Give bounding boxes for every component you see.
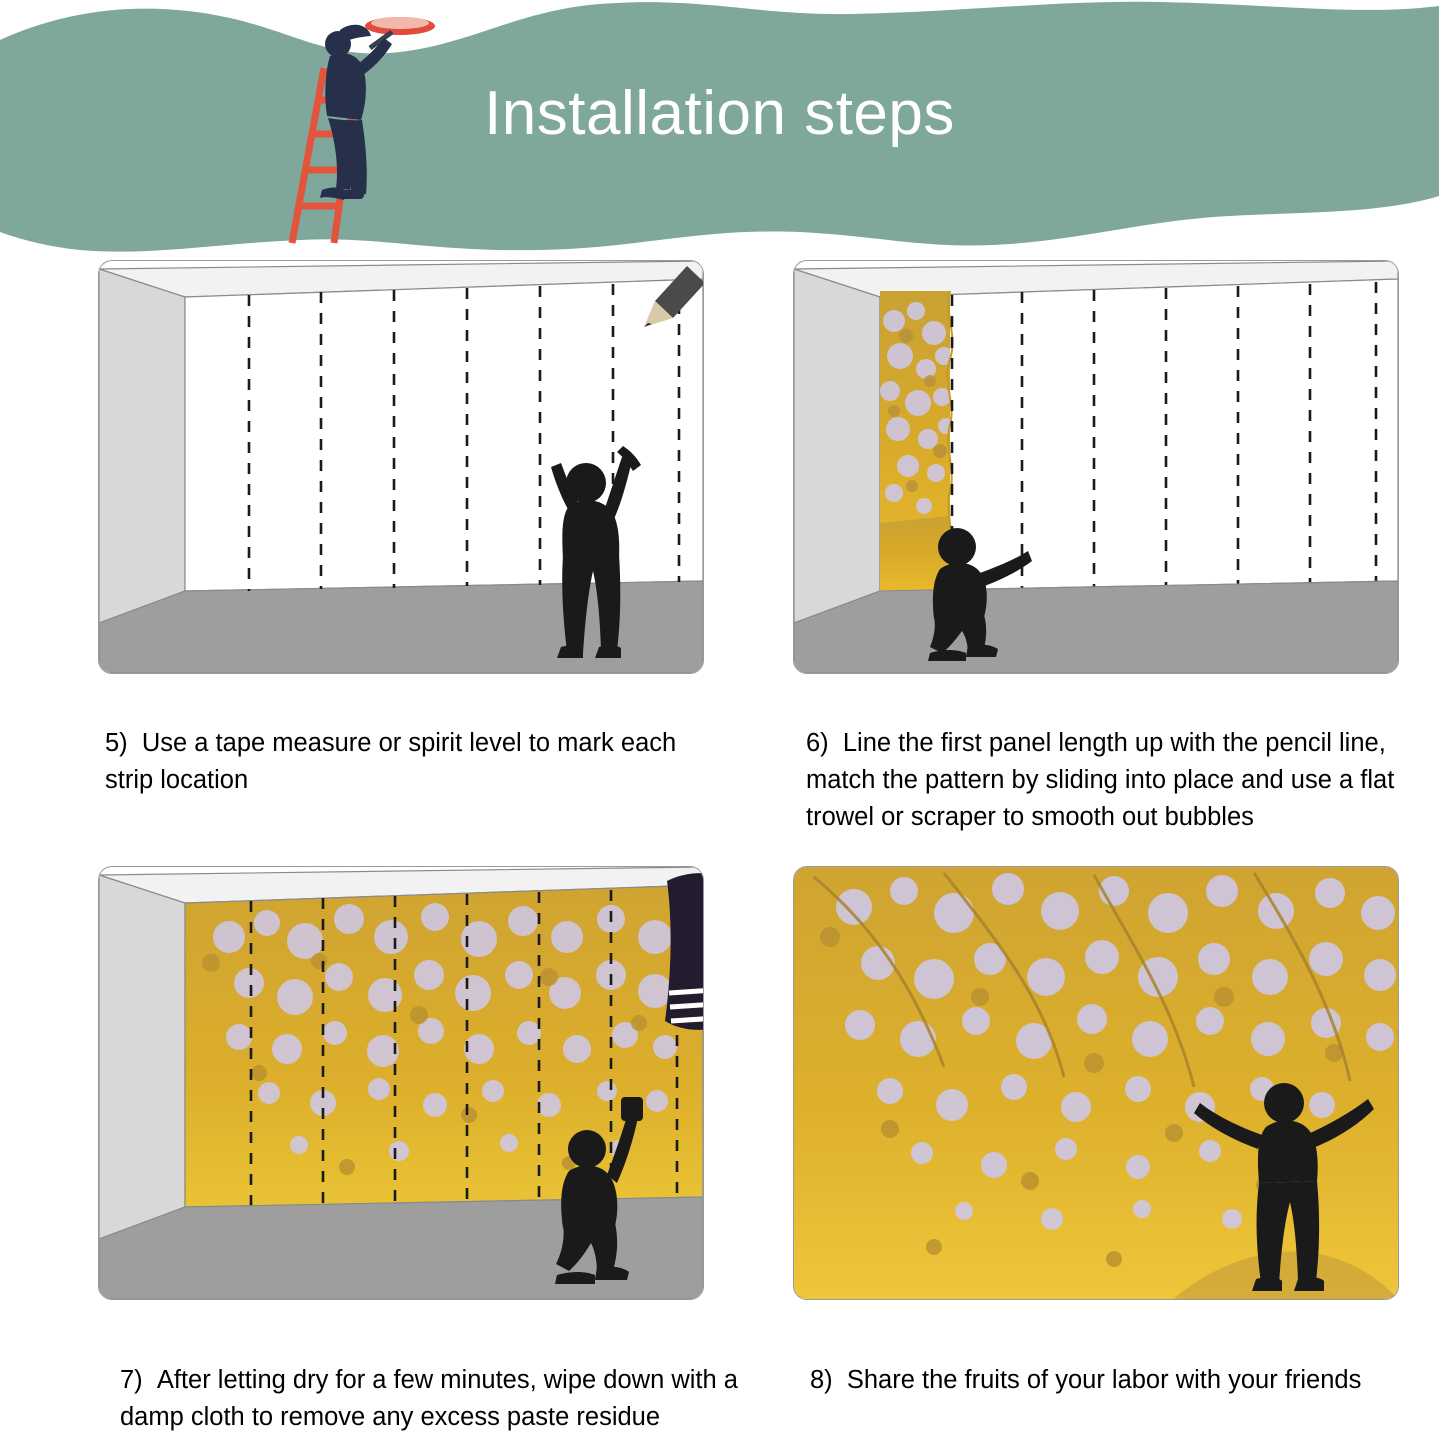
step-5-caption [105,725,725,799]
step-7-illustration [98,866,704,1300]
step-6-caption [806,725,1439,836]
page-header [0,0,1439,258]
step-7-number: 7) [120,1366,143,1394]
wipe-down-with-cloth-illustration [99,867,703,1299]
painter-on-ladder-icon [262,8,472,253]
finished-mural-illustration [794,867,1398,1299]
step-5-text: Use a tape measure or spirit level to mark each strip location [105,729,677,794]
step-8-number: 8) [810,1366,833,1394]
step-5-number: 5) [105,729,128,757]
step-8-caption [810,1362,1439,1399]
wall-with-pencil-marks-illustration [99,261,703,673]
step-6-illustration [793,260,1399,674]
step-8-illustration [793,866,1399,1300]
step-6-text: Line the first panel length up with the pencil line, match the pattern by sliding into place and use a flat trowel or scraper to smooth out bubbles [806,729,1395,831]
first-panel-applied-illustration [794,261,1398,673]
step-7-text: After letting dry for a few minutes, wipe down with a damp cloth to remove any excess paste residue [120,1366,738,1431]
step-6-number: 6) [806,729,829,757]
step-5-illustration [98,260,704,674]
page-title: Installation steps [484,79,955,148]
step-8-text: Share the fruits of your labor with your friends [846,1366,1362,1394]
towel-icon [665,873,703,1030]
step-7-caption [120,1362,740,1436]
